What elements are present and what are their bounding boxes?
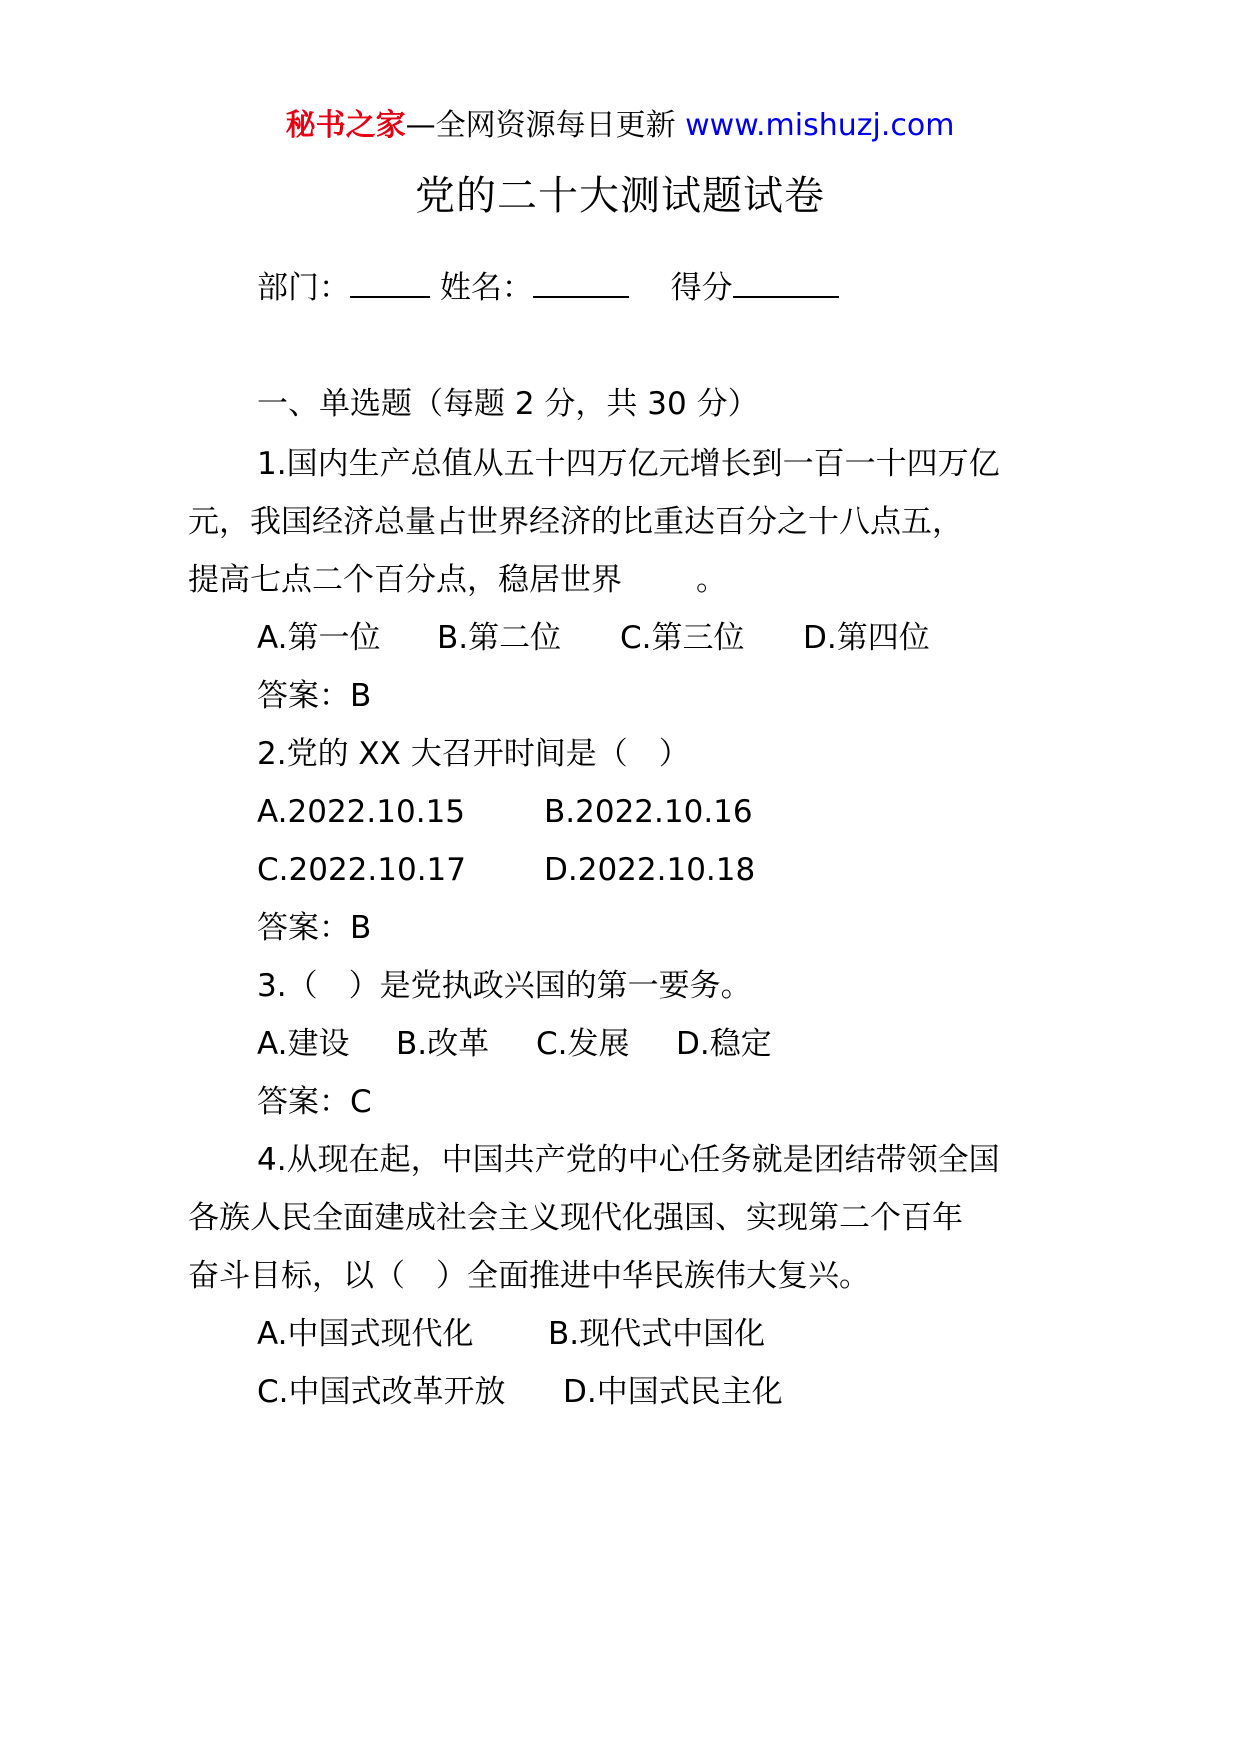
- question-3-option-a[interactable]: A.建设: [257, 1026, 350, 1062]
- question-2-option-c[interactable]: C.2022.10.17: [257, 852, 466, 888]
- info-row: [257, 266, 839, 310]
- score-field[interactable]: [733, 266, 839, 298]
- question-1-option-a[interactable]: A.第一位: [257, 620, 381, 656]
- question-1-end: 。: [696, 562, 727, 598]
- name-label: 姓名：: [439, 270, 533, 306]
- name-field[interactable]: [533, 266, 629, 298]
- question-4-option-b[interactable]: B.现代式中国化: [548, 1316, 766, 1352]
- question-4-option-d[interactable]: D.中国式民主化: [563, 1374, 783, 1410]
- question-1-line-2: 元，我国经济总量占世界经济的比重达百分之十八点五，: [188, 504, 963, 540]
- question-1-line-3: [188, 558, 727, 602]
- question-3-option-c[interactable]: C.发展: [536, 1026, 630, 1062]
- page-title: 党的二十大测试题试卷: [415, 173, 825, 219]
- question-2-line-1: 2.党的 XX 大召开时间是（ ）: [257, 736, 690, 772]
- score-label: 得分: [670, 270, 733, 306]
- site-url-link[interactable]: www.mishuzj.com: [685, 108, 955, 143]
- dept-field[interactable]: [350, 266, 430, 298]
- question-3-line-1: 3.（ ）是党执政兴国的第一要务。: [257, 968, 752, 1004]
- question-2-option-a[interactable]: A.2022.10.15: [257, 794, 466, 830]
- question-4-line-3: 奋斗目标，以（ ）全面推进中华民族伟大复兴。: [188, 1258, 870, 1294]
- brand-name: 秘书之家: [285, 108, 406, 143]
- question-2-answer: 答案：B: [257, 910, 372, 946]
- dept-label: 部门：: [257, 270, 350, 306]
- question-1-text: 提高七点二个百分点，稳居世界: [188, 562, 622, 598]
- question-1-option-c[interactable]: C.第三位: [620, 620, 745, 656]
- section-heading: 一、单选题（每题 2 分，共 30 分）: [257, 386, 759, 422]
- question-1-answer: 答案：B: [257, 678, 372, 714]
- site-header: [0, 104, 1240, 148]
- question-4-line-1: 4.从现在起，中国共产党的中心任务就是团结带领全国: [257, 1142, 1000, 1178]
- question-1-line-1: 1.国内生产总值从五十四万亿元增长到一百一十四万亿: [257, 446, 1000, 482]
- question-4-line-2: 各族人民全面建成社会主义现代化强国、实现第二个百年: [188, 1200, 963, 1236]
- question-2-option-b[interactable]: B.2022.10.16: [544, 794, 753, 830]
- question-1-option-d[interactable]: D.第四位: [803, 620, 930, 656]
- question-3-option-d[interactable]: D.稳定: [676, 1026, 772, 1062]
- question-3-option-b[interactable]: B.改革: [396, 1026, 490, 1062]
- question-2-option-d[interactable]: D.2022.10.18: [544, 852, 756, 888]
- question-4-option-c[interactable]: C.中国式改革开放: [257, 1374, 506, 1410]
- question-1-option-b[interactable]: B.第二位: [437, 620, 562, 656]
- header-tagline: —全网资源每日更新: [405, 108, 676, 143]
- question-4-option-a[interactable]: A.中国式现代化: [257, 1316, 474, 1352]
- question-3-answer: 答案：C: [257, 1084, 372, 1120]
